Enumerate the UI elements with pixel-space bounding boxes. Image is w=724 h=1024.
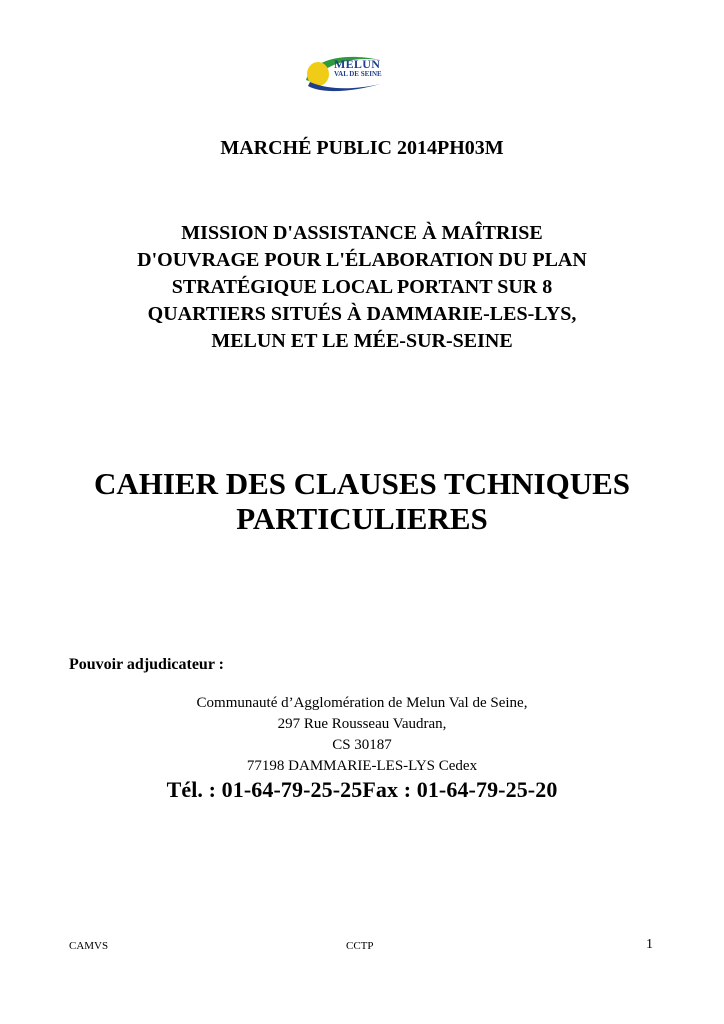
address-line: 297 Rue Rousseau Vaudran,	[277, 716, 447, 732]
fax-number: Fax : 01-64-79-25-20	[362, 777, 558, 802]
phone-number: Tél. : 01-64-79-25-25	[166, 777, 363, 802]
page-number: 1	[646, 937, 653, 952]
mission-line: D'OUVRAGE POUR L'ÉLABORATION DU PLAN	[137, 249, 587, 271]
document-title-line-1: CAHIER DES CLAUSES TCHNIQUES	[93, 466, 631, 501]
address-block	[0, 693, 724, 777]
document-title-line-2: PARTICULIERES	[236, 501, 488, 536]
mission-line: STRATÉGIQUE LOCAL PORTANT SUR 8	[171, 276, 553, 298]
address-line: CS 30187	[332, 737, 392, 753]
footer-document-code: CCTP	[346, 940, 374, 952]
mission-line: MELUN ET LE MÉE-SUR-SEINE	[211, 330, 513, 352]
contact-line	[0, 777, 724, 803]
mission-line: QUARTIERS SITUÉS À DAMMARIE-LES-LYS,	[147, 303, 577, 325]
logo-line-2: VAL DE SEINE	[334, 70, 382, 78]
mission-line: MISSION D'ASSISTANCE À MAÎTRISE	[181, 222, 543, 244]
address-line: Communauté d’Agglomération de Melun Val de Seine,	[196, 695, 528, 711]
mission-title	[0, 220, 724, 355]
footer-organization: CAMVS	[69, 940, 109, 952]
logo-text	[334, 58, 382, 78]
address-line: 77198 DAMMARIE-LES-LYS Cedex	[246, 758, 478, 774]
document-title	[0, 466, 724, 536]
pouvoir-adjudicateur-label: Pouvoir adjudicateur :	[69, 656, 224, 673]
logo-line-1: MELUN	[334, 57, 381, 71]
marche-title: MARCHÉ PUBLIC 2014PH03M	[220, 137, 504, 159]
